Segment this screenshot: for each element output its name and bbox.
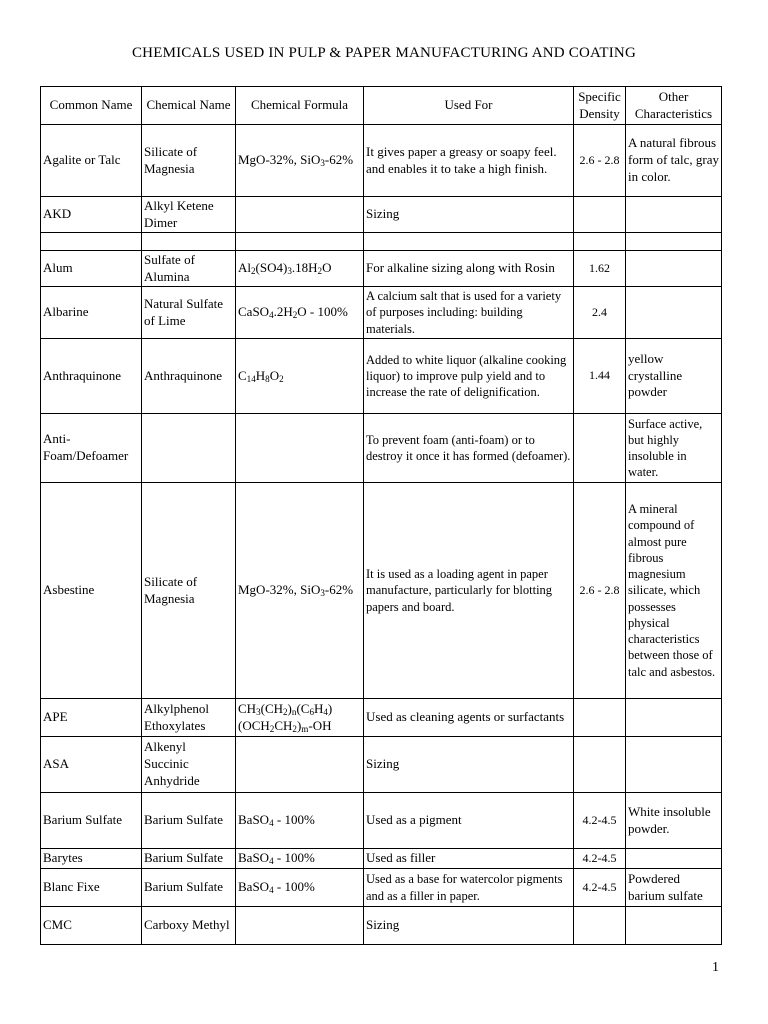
table-row bbox=[41, 907, 722, 945]
chemicals-table bbox=[40, 86, 722, 945]
cell-other: yellow crystalline powder bbox=[626, 339, 722, 414]
cell-chemical-formula: $Al_2(SO4)_3.18H_2O$ bbox=[236, 251, 364, 287]
cell-chemical-formula: MgO-32%, SiO$_3$-62% bbox=[236, 125, 364, 197]
cell-used-for: To prevent foam (anti-foam) or to destroy it once it has formed (defoamer). bbox=[364, 414, 574, 483]
cell-used-for: Used as a base for watercolor pigments and as a filler in paper. bbox=[364, 869, 574, 907]
cell-chemical-formula bbox=[236, 414, 364, 483]
cell-chemical-name: Barium Sulfate bbox=[142, 793, 236, 849]
cell-specific-density: 2.6 - 2.8 bbox=[574, 483, 626, 699]
cell-common-name: AKD bbox=[41, 197, 142, 233]
cell-other: Surface active, but highly insoluble in water. bbox=[626, 414, 722, 483]
cell-chemical-name: Silicate of Magnesia bbox=[142, 125, 236, 197]
cell-used-for: Added to white liquor (alkaline cooking liquor) to improve pulp yield and to increase the rate of delignification. bbox=[364, 339, 574, 414]
table-row bbox=[41, 737, 722, 793]
cell-chemical-formula bbox=[236, 737, 364, 793]
header-chemical-formula: Chemical Formula bbox=[236, 87, 364, 125]
cell-chemical-name: Anthraquinone bbox=[142, 339, 236, 414]
cell-chemical-name: Alkyl Ketene Dimer bbox=[142, 197, 236, 233]
cell-used-for: It is used as a loading agent in paper manufacture, particularly for blotting papers and board. bbox=[364, 483, 574, 699]
header-used-for: Used For bbox=[364, 87, 574, 125]
cell-chemical-formula: BaSO$_4$ - 100% bbox=[236, 849, 364, 869]
table-row bbox=[41, 849, 722, 869]
cell-used-for: Sizing bbox=[364, 907, 574, 945]
cell-chemical-formula: BaSO$_4$ - 100% bbox=[236, 793, 364, 849]
table-row bbox=[41, 287, 722, 339]
cell-other bbox=[626, 849, 722, 869]
header-chemical-name: Chemical Name bbox=[142, 87, 236, 125]
cell-chemical-name: Carboxy Methyl bbox=[142, 907, 236, 945]
table-row bbox=[41, 339, 722, 414]
cell-used-for: A calcium salt that is used for a variety of purposes including: building materials. bbox=[364, 287, 574, 339]
cell-other bbox=[626, 251, 722, 287]
cell-chemical-formula: $CaSO_4.2H_2O - 100\%$ bbox=[236, 287, 364, 339]
cell-other bbox=[626, 699, 722, 737]
cell-chemical-formula bbox=[236, 197, 364, 233]
cell-other bbox=[626, 233, 722, 251]
cell-common-name: Albarine bbox=[41, 287, 142, 339]
cell-common-name bbox=[41, 233, 142, 251]
cell-common-name: CMC bbox=[41, 907, 142, 945]
cell-chemical-formula: MgO-32%, SiO$_3$-62% bbox=[236, 483, 364, 699]
cell-chemical-name: Silicate of Magnesia bbox=[142, 483, 236, 699]
cell-specific-density: 1.62 bbox=[574, 251, 626, 287]
cell-chemical-name bbox=[142, 233, 236, 251]
cell-common-name: Barium Sulfate bbox=[41, 793, 142, 849]
cell-used-for: Sizing bbox=[364, 737, 574, 793]
document-title: CHEMICALS USED IN PULP & PAPER MANUFACTURING AND COATING bbox=[131, 45, 637, 61]
table-row bbox=[41, 483, 722, 699]
header-specific-density: Specific Density bbox=[574, 87, 626, 125]
table-header-row bbox=[41, 87, 722, 125]
cell-other: A mineral compound of almost pure fibrous magnesium silicate, which possesses physical characteristics between those of talc and asbestos. bbox=[626, 483, 722, 699]
cell-other: White insoluble powder. bbox=[626, 793, 722, 849]
cell-common-name: ASA bbox=[41, 737, 142, 793]
cell-specific-density: 2.4 bbox=[574, 287, 626, 339]
cell-chemical-formula: $CH_3(CH_2)_n(C_6H_4)(OCH_2CH_2)_m-OH$ bbox=[236, 699, 364, 737]
cell-common-name: Blanc Fixe bbox=[41, 869, 142, 907]
table-row-empty bbox=[41, 233, 722, 251]
cell-chemical-name: Alkenyl Succinic Anhydride bbox=[142, 737, 236, 793]
table-row bbox=[41, 414, 722, 483]
cell-used-for bbox=[364, 233, 574, 251]
cell-specific-density bbox=[574, 233, 626, 251]
cell-chemical-name: Barium Sulfate bbox=[142, 869, 236, 907]
cell-specific-density bbox=[574, 197, 626, 233]
header-common-name: Common Name bbox=[41, 87, 142, 125]
cell-used-for: Sizing bbox=[364, 197, 574, 233]
cell-specific-density bbox=[574, 737, 626, 793]
cell-chemical-formula: $C_{14}H_8O_2$ bbox=[236, 339, 364, 414]
cell-common-name: Barytes bbox=[41, 849, 142, 869]
cell-common-name: Anthraquinone bbox=[41, 339, 142, 414]
cell-other bbox=[626, 197, 722, 233]
cell-chemical-name: Natural Sulfate of Lime bbox=[142, 287, 236, 339]
cell-used-for: Used as filler bbox=[364, 849, 574, 869]
cell-other: Powdered barium sulfate bbox=[626, 869, 722, 907]
cell-common-name: Asbestine bbox=[41, 483, 142, 699]
header-other-characteristics: Other Characteristics bbox=[626, 87, 722, 125]
cell-chemical-name bbox=[142, 414, 236, 483]
cell-specific-density bbox=[574, 699, 626, 737]
table-row bbox=[41, 125, 722, 197]
cell-specific-density: 1.44 bbox=[574, 339, 626, 414]
table-row bbox=[41, 699, 722, 737]
cell-used-for: It gives paper a greasy or soapy feel. and enables it to take a high finish. bbox=[364, 125, 574, 197]
cell-specific-density: 4.2-4.5 bbox=[574, 849, 626, 869]
cell-specific-density: 4.2-4.5 bbox=[574, 793, 626, 849]
cell-common-name: Agalite or Talc bbox=[41, 125, 142, 197]
cell-chemical-name: Barium Sulfate bbox=[142, 849, 236, 869]
cell-common-name: Anti-Foam/Defoamer bbox=[41, 414, 142, 483]
page-number: 1 bbox=[712, 960, 719, 975]
cell-other bbox=[626, 907, 722, 945]
cell-other bbox=[626, 737, 722, 793]
cell-chemical-formula: BaSO$_4$ - 100% bbox=[236, 869, 364, 907]
cell-chemical-name: Alkylphenol Ethoxylates bbox=[142, 699, 236, 737]
cell-specific-density bbox=[574, 907, 626, 945]
cell-specific-density: 2.6 - 2.8 bbox=[574, 125, 626, 197]
table-row bbox=[41, 197, 722, 233]
cell-other: A natural fibrous form of talc, gray in color. bbox=[626, 125, 722, 197]
cell-specific-density: 4.2-4.5 bbox=[574, 869, 626, 907]
table-row bbox=[41, 793, 722, 849]
cell-common-name: Alum bbox=[41, 251, 142, 287]
cell-other bbox=[626, 287, 722, 339]
table-row bbox=[41, 869, 722, 907]
cell-specific-density bbox=[574, 414, 626, 483]
cell-common-name: APE bbox=[41, 699, 142, 737]
cell-chemical-formula bbox=[236, 233, 364, 251]
table-row bbox=[41, 251, 722, 287]
cell-chemical-name: Sulfate of Alumina bbox=[142, 251, 236, 287]
cell-used-for: For alkaline sizing along with Rosin bbox=[364, 251, 574, 287]
cell-used-for: Used as a pigment bbox=[364, 793, 574, 849]
cell-chemical-formula bbox=[236, 907, 364, 945]
cell-used-for: Used as cleaning agents or surfactants bbox=[364, 699, 574, 737]
